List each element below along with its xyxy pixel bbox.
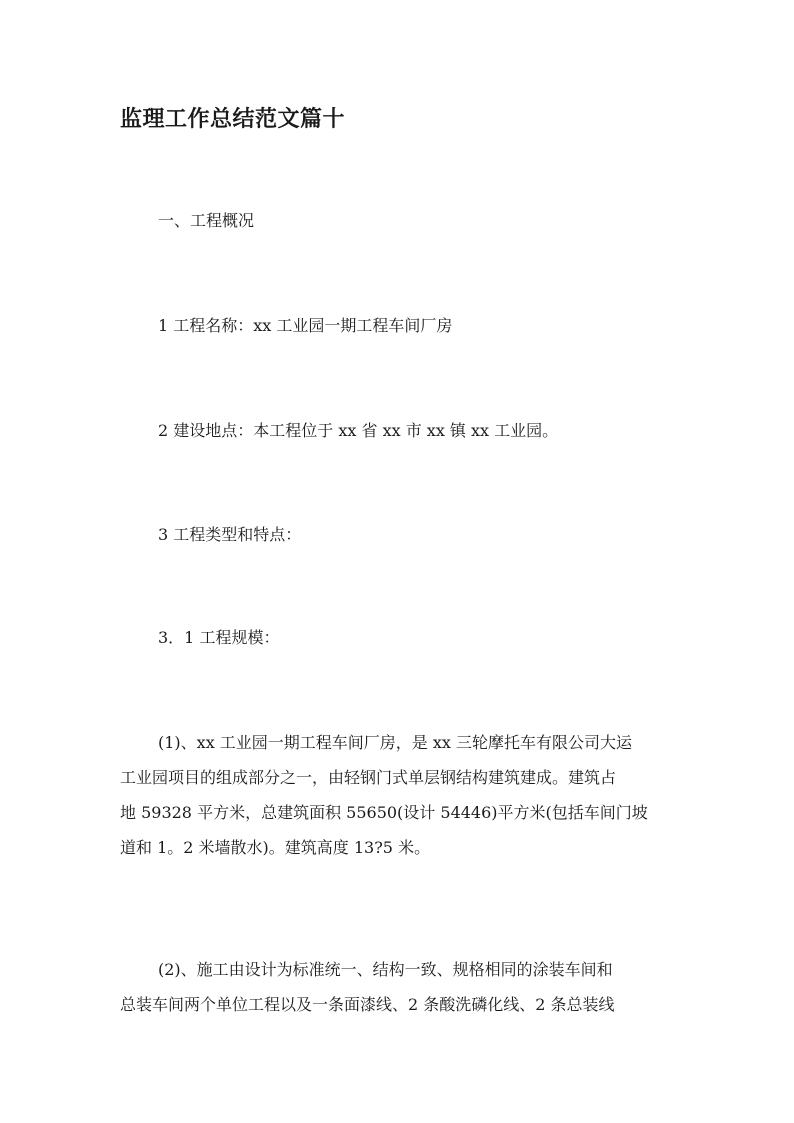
scale-paragraph-1 (120, 725, 680, 865)
scale-paragraph-2 (120, 952, 680, 1022)
project-scale-heading (120, 620, 680, 655)
text-line: 总装车间两个单位工程以及一条面漆线、2 条酸洗磷化线、2 条总装线 (120, 995, 615, 1014)
text-line: 道和 1。2 米墙散水)。建筑高度 13?5 米。 (120, 838, 431, 857)
text-line: 一、工程概况 (158, 211, 255, 230)
section-heading-overview (120, 203, 680, 238)
text-line: (2)、施工由设计为标准统一、结构一致、规格相同的涂装车间和 (158, 960, 613, 979)
text-line: 地 59328 平方米，总建筑面积 55650(设计 54446)平方米(包括车间门坡 (120, 803, 648, 822)
construction-site-item (120, 413, 680, 448)
text-line: 2 建设地点：本工程位于 xx 省 xx 市 xx 镇 xx 工业园。 (158, 421, 559, 440)
text-line: 3．1 工程规模： (158, 628, 280, 647)
document-title: 监理工作总结范文篇十 (120, 106, 346, 132)
text-line: (1)、xx 工业园一期工程车间厂房，是 xx 三轮摩托车有限公司大运 (158, 733, 633, 752)
project-name-item (120, 308, 680, 343)
text-line: 工业园项目的组成部分之一，由轻钢门式单层钢结构建筑建成。建筑占 (120, 768, 617, 787)
text-line: 1 工程名称：xx 工业园一期工程车间厂房 (158, 316, 453, 335)
text-line: 3 工程类型和特点： (158, 525, 302, 544)
project-type-item (120, 517, 680, 552)
